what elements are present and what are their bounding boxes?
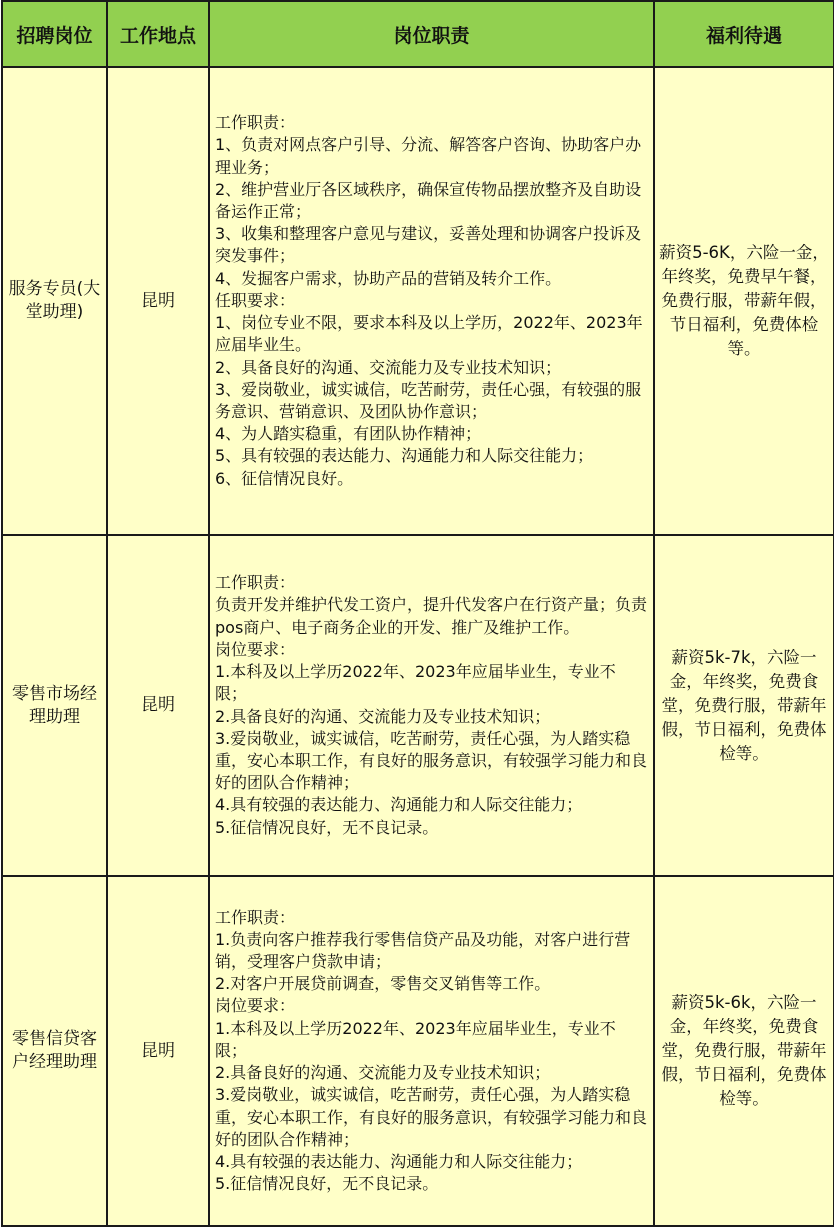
work-location: 昆明 — [107, 67, 209, 535]
position-title: 零售信贷客户经理助理 — [2, 876, 107, 1226]
duty-line: 1、负责对网点客户引导、分流、解答客户咨询、协助客户办理业务； — [215, 135, 642, 177]
benefits-cell: 薪资5k-6k，六险一金，年终奖，免费食堂，免费行服，带薪年假，节日福利，免费体检等。 — [654, 876, 834, 1226]
duty-line: 6、征信情况良好。 — [215, 468, 354, 488]
duty-line: 4、为人踏实稳重，有团队协作精神； — [215, 424, 482, 444]
header-row — [2, 1, 834, 67]
duty-line: 工作职责： — [215, 573, 296, 593]
duties-cell — [209, 67, 654, 535]
duty-line: 2.具备良好的沟通、交流能力及专业技术知识； — [215, 1063, 551, 1083]
duty-line: 岗位要求： — [215, 639, 296, 659]
duty-line: 3、收集和整理客户意见与建议，妥善处理和协调客户投诉及突发事件； — [215, 224, 642, 266]
duty-line: 3、爱岗敬业，诚实诚信，吃苦耐劳，责任心强，有较强的服务意识、营销意识、及团队协作意识； — [215, 379, 642, 421]
duty-line: 3.爱岗敬业，诚实诚信，吃苦耐劳，责任心强，为人踏实稳重，安心本职工作，有良好的服务意识，有较强学习能力和良好的团队合作精神； — [215, 1085, 648, 1149]
duty-line: 5、具有较强的表达能力、沟通能力和人际交往能力； — [215, 446, 594, 466]
header-duties: 岗位职责 — [209, 1, 654, 67]
duty-line: 1.负责向客户推荐我行零售信贷产品及功能，对客户进行营销，受理客户贷款申请； — [215, 929, 631, 972]
duty-line: 4.具有较强的表达能力、沟通能力和人际交往能力； — [215, 795, 583, 815]
duty-line: 2、具备良好的沟通、交流能力及专业技术知识； — [215, 357, 562, 377]
work-location: 昆明 — [107, 535, 209, 876]
duty-line: 1、岗位专业不限，要求本科及以上学历，2022年、2023年应届毕业生。 — [215, 313, 643, 355]
duty-line: 1.本科及以上学历2022年、2023年应届毕业生，专业不限； — [215, 1018, 616, 1060]
recruitment-table — [1, 0, 834, 1227]
duty-line: 2.具备良好的沟通、交流能力及专业技术知识； — [215, 706, 551, 726]
benefits-cell: 薪资5-6K，六险一金，年终奖，免费早午餐，免费行服，带薪年假，节日福利，免费体检等。 — [654, 67, 834, 535]
duties-cell — [209, 535, 654, 876]
header-benefits: 福利待遇 — [654, 1, 834, 67]
benefits-cell: 薪资5k-7k，六险一金，年终奖，免费食堂，免费行服，带薪年假，节日福利，免费体检等。 — [654, 535, 834, 876]
duty-line: 任职要求： — [215, 290, 296, 310]
duty-line: 3.爱岗敬业，诚实诚信，吃苦耐劳，责任心强，为人踏实稳重，安心本职工作，有良好的服务意识，有较强学习能力和良好的团队合作精神； — [215, 728, 648, 793]
position-title: 零售市场经理助理 — [2, 535, 107, 876]
table-row — [2, 67, 834, 535]
duty-line: 负责开发并维护代发工资户，提升代发客户在行资产量；负责pos商户、电子商务企业的开发、推广及维护工作。 — [215, 595, 648, 637]
header-location: 工作地点 — [107, 1, 209, 67]
header-position: 招聘岗位 — [2, 1, 107, 67]
work-location: 昆明 — [107, 876, 209, 1226]
duty-line: 2、维护营业厅各区域秩序，确保宣传物品摆放整齐及自助设备运作正常； — [215, 179, 642, 222]
duty-line: 2.对客户开展贷前调查，零售交叉销售等工作。 — [215, 974, 551, 994]
duty-line: 1.本科及以上学历2022年、2023年应届毕业生，专业不限； — [215, 662, 616, 704]
position-title: 服务专员(大堂助理) — [2, 67, 107, 535]
duty-line: 工作职责： — [215, 113, 296, 133]
duty-line: 4、发掘客户需求，协助产品的营销及转介工作。 — [215, 268, 562, 288]
duties-cell — [209, 876, 654, 1226]
table-row — [2, 876, 834, 1226]
table-row — [2, 535, 834, 876]
duty-line: 5.征信情况良好，无不良记录。 — [215, 817, 439, 837]
duty-line: 岗位要求： — [215, 996, 296, 1016]
duty-line: 4.具有较强的表达能力、沟通能力和人际交往能力； — [215, 1151, 583, 1171]
duty-line: 5.征信情况良好，无不良记录。 — [215, 1174, 439, 1194]
duty-line: 工作职责： — [215, 907, 296, 927]
